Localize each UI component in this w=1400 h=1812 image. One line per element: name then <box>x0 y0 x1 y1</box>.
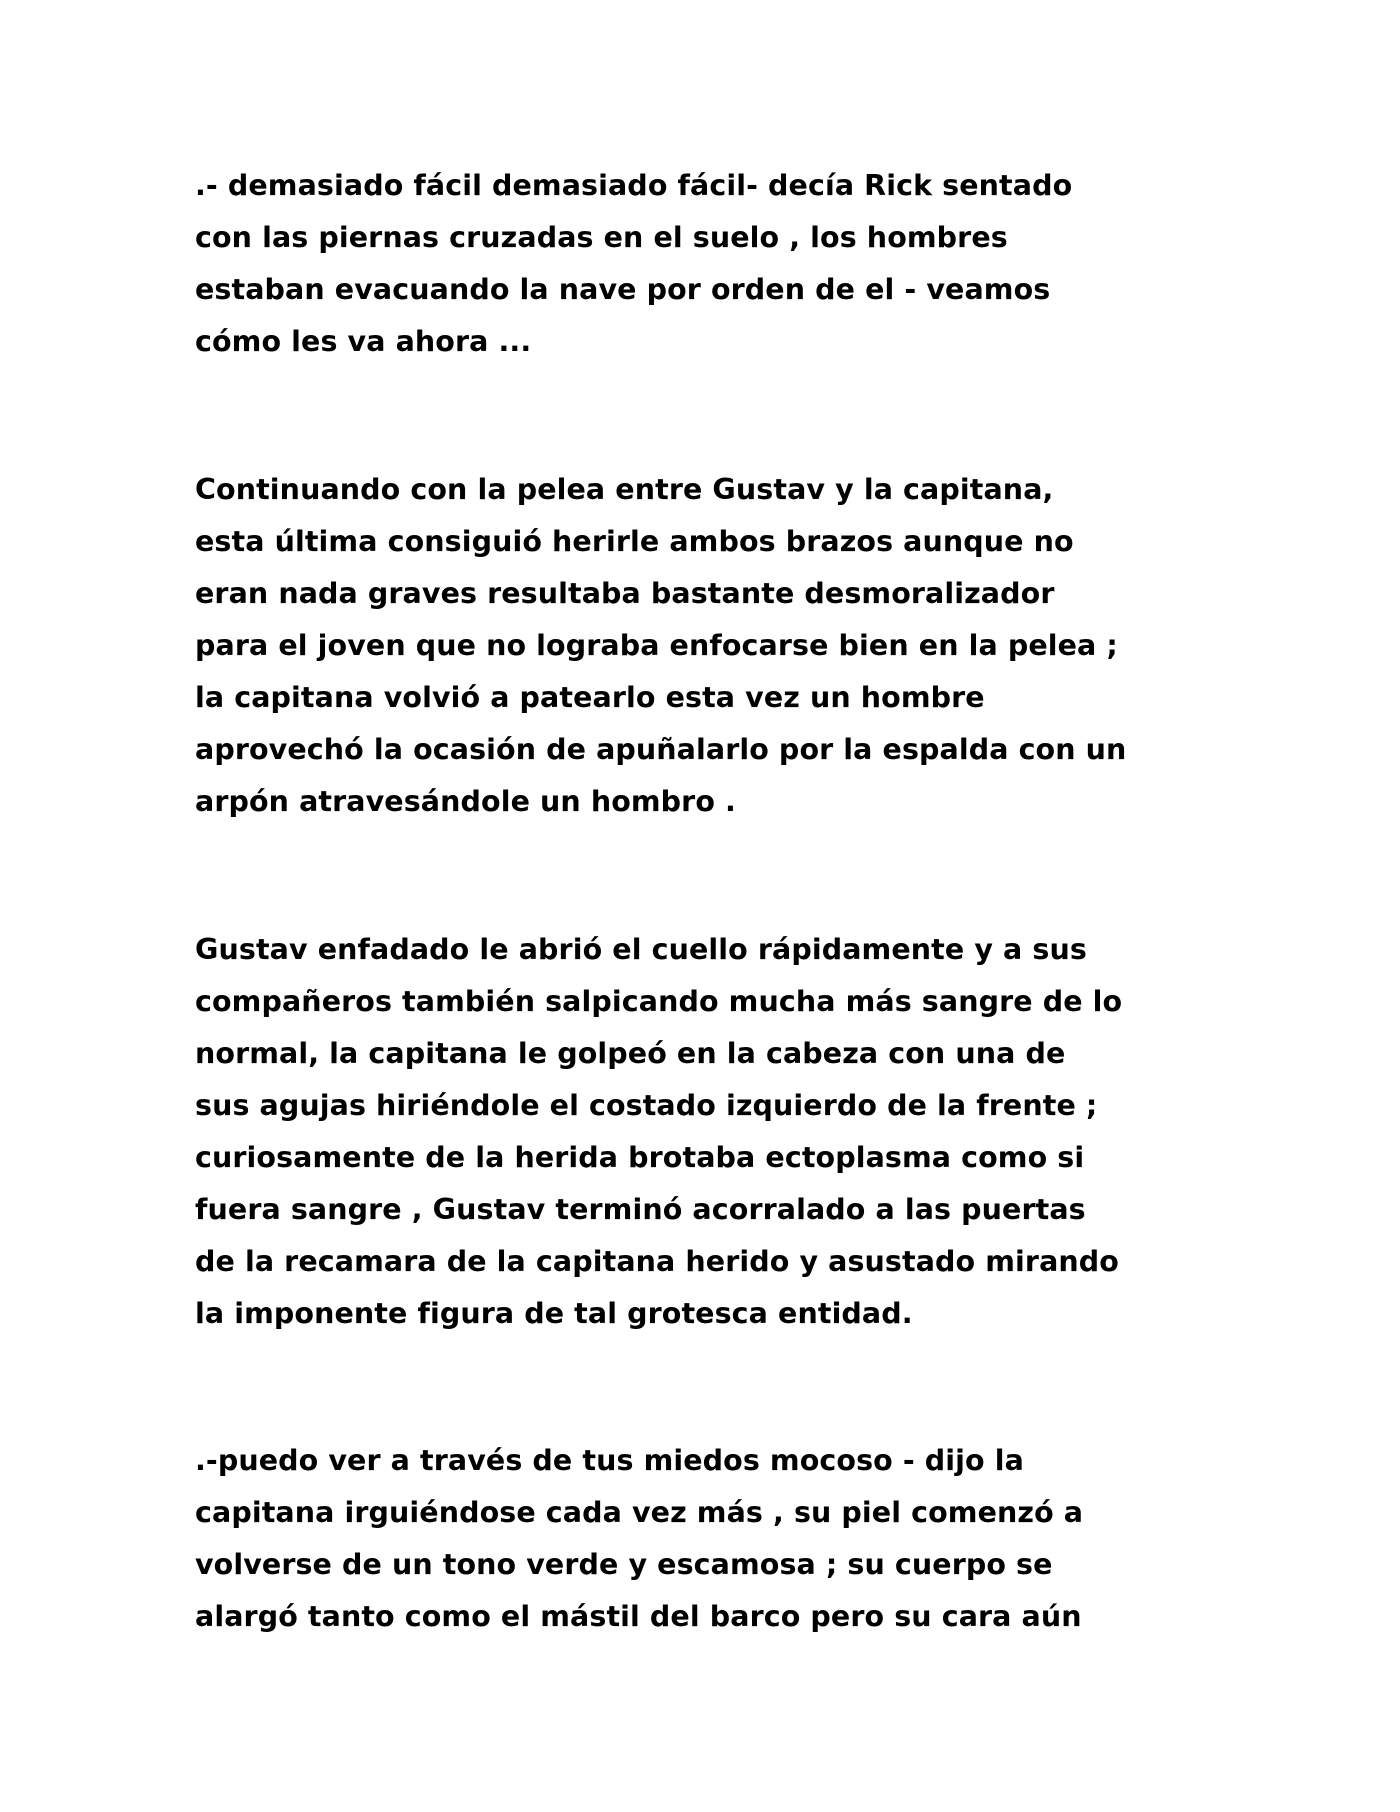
text-line: capitana irguiéndose cada vez más , su piel comenzó a <box>195 1496 1084 1529</box>
text-line: con las piernas cruzadas en el suelo , los hombres <box>195 221 1008 254</box>
text-line: eran nada graves resultaba bastante desmoralizador <box>195 577 1055 610</box>
paragraph-1 <box>195 160 1315 368</box>
text-line: Gustav enfadado le abrió el cuello rápidamente y a sus <box>195 933 1087 966</box>
text-line: arpón atravesándole un hombro . <box>195 785 736 818</box>
text-line: .-puedo ver a través de tus miedos mocoso - dijo la <box>195 1444 1024 1477</box>
text-line: cómo les va ahora ... <box>195 325 532 358</box>
text-line: la capitana volvió a patearlo esta vez un hombre <box>195 681 985 714</box>
text-line: volverse de un tono verde y escamosa ; su cuerpo se <box>195 1548 1053 1581</box>
text-line: curiosamente de la herida brotaba ectoplasma como si <box>195 1141 1085 1174</box>
text-line: .- demasiado fácil demasiado fácil- decía Rick sentado <box>195 169 1073 202</box>
paragraph-4 <box>195 1435 1315 1643</box>
text-line: sus agujas hiriéndole el costado izquierdo de la frente ; <box>195 1089 1098 1122</box>
text-line: compañeros también salpicando mucha más sangre de lo <box>195 985 1123 1018</box>
text-line: estaban evacuando la nave por orden de el - veamos <box>195 273 1051 306</box>
text-line: esta última consiguió herirle ambos brazos aunque no <box>195 525 1074 558</box>
paragraph-2 <box>195 464 1315 828</box>
text-line: para el joven que no lograba enfocarse bien en la pelea ; <box>195 629 1118 662</box>
text-line: normal, la capitana le golpeó en la cabeza con una de <box>195 1037 1066 1070</box>
paragraph-3 <box>195 924 1315 1340</box>
text-line: Continuando con la pelea entre Gustav y la capitana, <box>195 473 1054 506</box>
text-line: aprovechó la ocasión de apuñalarlo por la espalda con un <box>195 733 1127 766</box>
text-line: fuera sangre , Gustav terminó acorralado a las puertas <box>195 1193 1086 1226</box>
text-line: la imponente figura de tal grotesca entidad. <box>195 1297 913 1330</box>
text-line: alargó tanto como el mástil del barco pero su cara aún <box>195 1600 1082 1633</box>
text-line: de la recamara de la capitana herido y asustado mirando <box>195 1245 1119 1278</box>
